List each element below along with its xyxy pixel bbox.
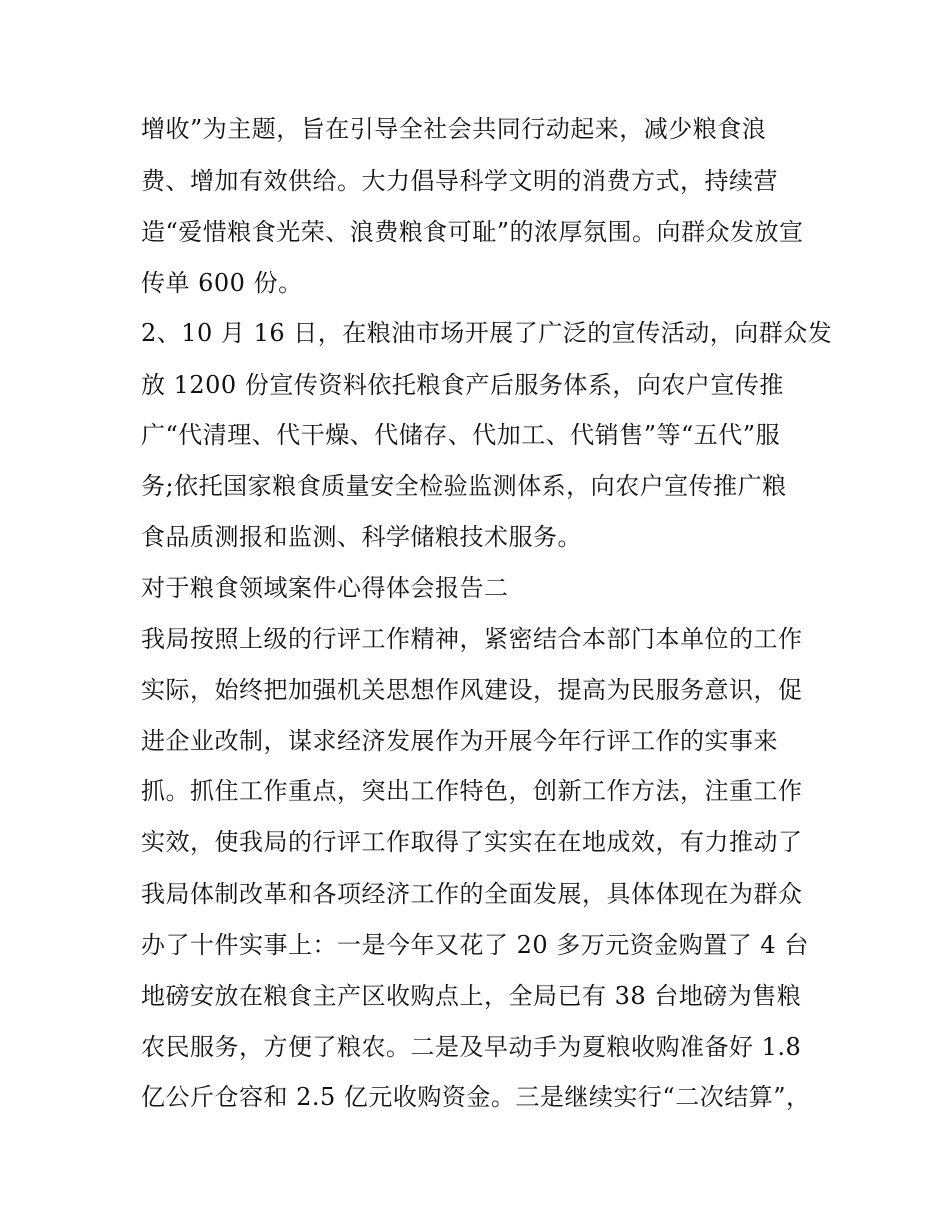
text-line: 农民服务，方便了粮农。二是及早动手为夏粮收购准备好 1.8 [141,1033,802,1061]
text-line: 实际，始终把加强机关思想作风建设，提高为民服务意识，促 [141,676,803,704]
text-line: 进企业改制，谋求经济发展作为开展今年行评工作的实事来 [141,727,778,755]
text-line: 务;依托国家粮食质量安全检验监测体系，向农户宣传推广粮 [141,472,787,500]
text-line: 放 1200 份宣传资料依托粮食产后服务体系，向农户宣传推 [141,371,784,399]
text-line: 广“代清理、代干燥、代储存、代加工、代销售”等“五代”服 [141,421,781,449]
text-line: 我局按照上级的行评工作精神，紧密结合本部门本单位的工作 [141,625,803,653]
text-line: 实效，使我局的行评工作取得了实实在在地成效，有力推动了 [141,828,803,856]
text-line: 食品质测报和监测、科学储粮技术服务。 [141,523,582,551]
text-line: 地磅安放在粮食主产区收购点上，全局已有 38 台地磅为售粮 [141,982,802,1010]
section-heading: 对于粮食领域案件心得体会报告二 [141,574,509,602]
text-line: 抓。抓住工作重点，突出工作特色，创新工作方法，注重工作 [141,777,803,805]
text-line: 办了十件实事上：一是今年又花了 20 多万元资金购置了 4 台 [141,931,809,959]
text-line: 增收”为主题，旨在引导全社会共同行动起来，减少粮食浪 [141,115,767,143]
text-line: 2、10 月 16 日，在粮油市场开展了广泛的宣传活动，向群众发 [141,319,833,347]
text-line: 传单 600 份。 [141,269,303,297]
text-line: 我局体制改革和各项经济工作的全面发展，具体体现在为群众 [141,880,803,908]
text-line: 亿公斤仓容和 2.5 亿元收购资金。三是继续实行“二次结算”， [141,1083,811,1111]
text-line: 造“爱惜粮食光荣、浪费粮食可耻”的浓厚氛围。向群众发放宣 [141,218,804,246]
text-line: 费、增加有效供给。大力倡导科学文明的消费方式，持续营 [141,167,778,195]
